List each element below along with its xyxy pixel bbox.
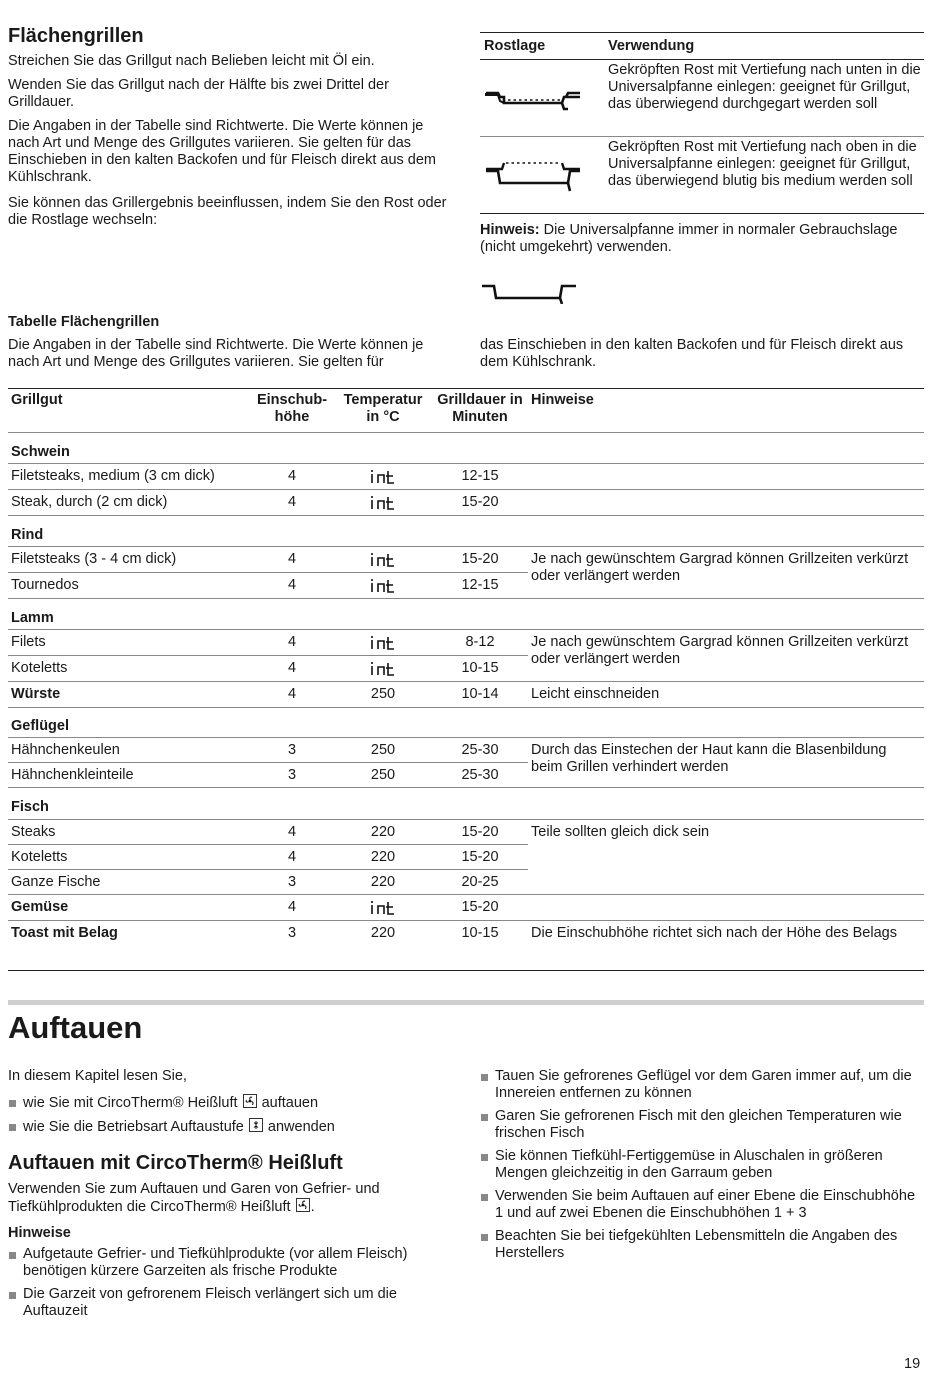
list-item: Sie können Tiefkühl-Fertiggemüse in Aluschalen in größeren Mengen gleichzeitig in den Garraum geben <box>480 1148 924 1182</box>
table-row: Steaks 4 220 15-20 Teile sollten gleich dick sein <box>8 820 924 845</box>
list-item: Tauen Sie gefrorenes Geflügel vor dem Garen immer auf, um die Innereien entfernen zu können <box>480 1068 924 1102</box>
list-item: Die Garzeit von gefrorenem Fleisch verlängert sich um die Auftauzeit <box>8 1286 454 1320</box>
category-row <box>8 708 924 738</box>
rostlage-table <box>480 32 924 256</box>
note-text: Die Universalpfanne immer in normaler Gebrauchslage (nicht umgekehrt) verwenden. <box>480 222 898 255</box>
table-row: Koteletts 4 10-15 <box>8 656 924 682</box>
rostlage-text-down: Gekröpften Rost mit Vertiefung nach unten in die Universalpfanne einlegen: geeignet für Grillgut, das überwiegend durchgegart werden soll <box>608 62 921 112</box>
section-heading-flaechengrillen: Flächengrillen <box>8 25 144 47</box>
auftauen-intro: In diesem Kapitel lesen Sie, <box>8 1068 187 1084</box>
table-row: Hähnchenkleinteile 3 250 25-30 <box>8 763 924 788</box>
rostlage-note <box>480 222 920 256</box>
rack-up-icon <box>484 157 584 193</box>
header-verwendung: Verwendung <box>608 37 695 54</box>
header-hinweise: Hinweise <box>531 392 594 408</box>
rostlage-row <box>480 137 924 214</box>
circotherm-icon <box>296 1198 310 1212</box>
table-row: Ganze Fische 3 220 20-25 <box>8 870 924 895</box>
page-number: 19 <box>904 1356 921 1372</box>
auftauen-right-column <box>480 1068 924 1268</box>
category-row <box>8 433 924 464</box>
int-symbol-icon <box>369 577 397 593</box>
header-dauer: Grilldauer in Minuten <box>437 392 523 425</box>
int-symbol-icon <box>369 468 397 484</box>
circotherm-icon <box>243 1094 257 1108</box>
int-symbol-icon <box>369 660 397 676</box>
hint-gefluegel: Durch das Einstechen der Haut kann die Blasenbildung beim Grillen verhindert werden <box>531 742 887 775</box>
category-label: Geflügel <box>11 718 70 734</box>
table-row: Tournedos 4 12-15 <box>8 573 924 599</box>
intro-paragraph-1: Streichen Sie das Grillgut nach Belieben leicht mit Öl ein. <box>8 53 375 69</box>
hint-fisch: Teile sollten gleich dick sein <box>531 824 710 840</box>
category-row <box>8 516 924 547</box>
rostlage-row <box>480 60 924 137</box>
table-row: Steak, durch (2 cm dick) 4 15-20 <box>8 490 924 516</box>
table-title: Tabelle Flächengrillen <box>8 314 160 330</box>
hint-lamm: Je nach gewünschtem Gargrad können Grillzeiten verkürzt oder verlängert werden <box>531 634 909 667</box>
category-row <box>8 788 924 820</box>
table-row: Hähnchenkeulen 3 250 25-30 Durch das Einstechen der Haut kann die Blasenbildung beim Grillen verhindert werden <box>8 738 924 763</box>
int-symbol-icon <box>369 634 397 650</box>
hint-rind: Je nach gewünschtem Gargrad können Grillzeiten verkürzt oder verlängert werden <box>531 551 909 584</box>
table-row: Gemüse 4 15-20 <box>8 895 924 921</box>
note-label: Hinweis: <box>480 222 540 238</box>
header-grillgut: Grillgut <box>11 392 63 408</box>
table-intro-right: das Einschieben in den kalten Backofen und für Fleisch direkt aus dem Kühlschrank. <box>480 337 904 370</box>
category-row <box>8 599 924 630</box>
intro-paragraph-2: Wenden Sie das Grillgut nach der Hälfte bis zwei Drittel der Grilldauer. <box>8 77 389 110</box>
table-row: Filets 4 8-12 Je nach gewünschtem Gargrad können Grillzeiten verkürzt oder verlängert werden <box>8 630 924 656</box>
category-label: Lamm <box>11 610 54 626</box>
table-row: Filetsteaks (3 - 4 cm dick) 4 15-20 Je nach gewünschtem Gargrad können Grillzeiten verkürzt oder verlängert werden <box>8 547 924 573</box>
pan-icon <box>480 280 580 304</box>
category-label: Schwein <box>11 444 70 460</box>
header-einschub: Einschub- höhe <box>256 392 328 425</box>
hint-wuerste: Leicht einschneiden <box>531 686 660 702</box>
table-intro-left: Die Angaben in der Tabelle sind Richtwerte. Die Werte können je nach Art und Menge des Grillgutes variieren. Sie gelten für <box>8 337 424 370</box>
circotherm-paragraph: Verwenden Sie zum Auftauen und Garen von Gefrier- und Tiefkühlprodukten die CircoTherm® Heißluft . <box>8 1181 380 1215</box>
auftauen-left-column <box>8 1068 454 1326</box>
table-row: Würste 4 250 10-14 Leicht einschneiden <box>8 682 924 708</box>
table-row: Filetsteaks, medium (3 cm dick) 4 12-15 <box>8 464 924 490</box>
table-row: Koteletts 4 220 15-20 <box>8 845 924 870</box>
rostlage-text-up: Gekröpften Rost mit Vertiefung nach oben in die Universalpfanne einlegen: geeignet für Grillgut, das überwiegend blutig bis medium werden soll <box>608 139 917 189</box>
section-divider <box>8 1000 924 1005</box>
int-symbol-icon <box>369 899 397 915</box>
hint-toast: Die Einschubhöhe richtet sich nach der Höhe des Belags <box>531 925 897 941</box>
list-item: Aufgetaute Gefrier- und Tiefkühlprodukte (vor allem Fleisch) benötigen kürzere Garzeiten als frische Produkte <box>8 1246 454 1280</box>
int-symbol-icon <box>369 551 397 567</box>
intro-block <box>8 24 454 236</box>
list-item: wie Sie mit CircoTherm® Heißluft auftauen <box>8 1094 454 1112</box>
category-label: Fisch <box>11 799 49 815</box>
subheading-circotherm: Auftauen mit CircoTherm® Heißluft <box>8 1152 343 1174</box>
chapter-title-auftauen: Auftauen <box>8 1010 143 1045</box>
list-item: wie Sie die Betriebsart Auftaustufe anwenden <box>8 1118 454 1136</box>
grill-table <box>8 388 924 971</box>
list-item: Garen Sie gefrorenen Fisch mit den gleichen Temperaturen wie frischen Fisch <box>480 1108 924 1142</box>
int-symbol-icon <box>369 494 397 510</box>
list-item: Beachten Sie bei tiefgekühlten Lebensmitteln die Angaben des Herstellers <box>480 1228 924 1262</box>
intro-paragraph-3: Die Angaben in der Tabelle sind Richtwerte. Die Werte können je nach Art und Menge des Grillgutes variieren. Sie gelten für das Einschieben in den kalten Backofen und für Fleisch direkt aus dem Kühlschrank. <box>8 118 436 185</box>
category-label: Rind <box>11 527 44 543</box>
defrost-icon <box>249 1118 263 1132</box>
list-item: Verwenden Sie beim Auftauen auf einer Ebene die Einschubhöhe 1 und auf zwei Ebenen die Einschubhöhen 1 + 3 <box>480 1188 924 1222</box>
grill-table-header <box>8 388 924 433</box>
rack-down-icon <box>484 83 584 113</box>
header-rostlage: Rostlage <box>484 37 546 54</box>
header-temperatur: Temperatur in °C <box>343 392 423 425</box>
rostlage-table-header <box>480 32 924 60</box>
hinweise-label: Hinweise <box>8 1225 71 1241</box>
table-row: Toast mit Belag 3 220 10-15 Die Einschubhöhe richtet sich nach der Höhe des Belags <box>8 921 924 971</box>
intro-paragraph-4: Sie können das Grillergebnis beeinflussen, indem Sie den Rost oder die Rostlage wechseln: <box>8 195 447 228</box>
